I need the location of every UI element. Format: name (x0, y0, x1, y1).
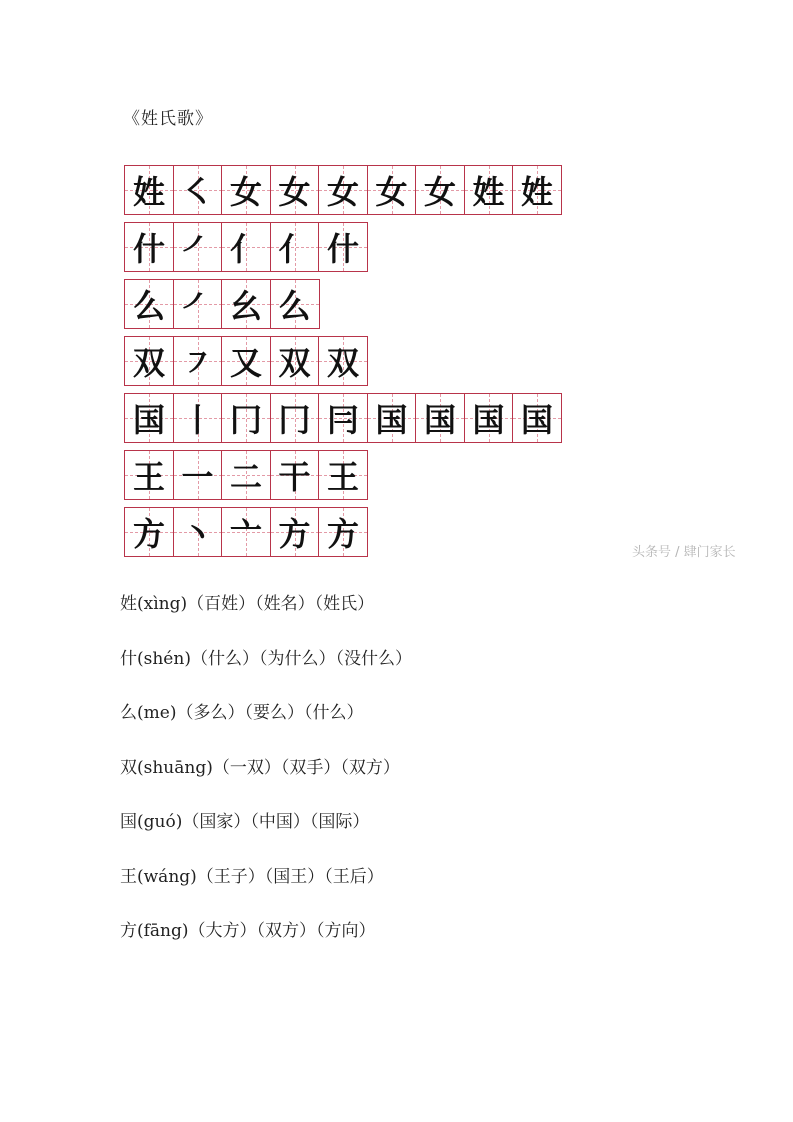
tianzige-cell (221, 165, 271, 215)
tianzige-cell (270, 165, 320, 215)
tianzige-cell (173, 336, 223, 386)
word-line-xing: 姓(xìng)（百姓）（姓名）（姓氏） (120, 594, 375, 614)
stroke-row (124, 279, 584, 329)
word-line-shuang: 双(shuāng)（一双）（双手）（双方） (120, 757, 400, 778)
stroke-glyph: 亻 (278, 230, 311, 268)
tianzige-cell (221, 507, 271, 557)
tianzige-cell (270, 222, 320, 272)
watermark-text: 头条号 / 肆门家长 (632, 545, 736, 560)
tianzige-cell (221, 336, 271, 386)
tianzige-cell (512, 165, 562, 215)
tianzige-cell (173, 279, 223, 329)
tianzige-cell (270, 450, 320, 500)
stroke-glyph: 女 (375, 173, 408, 211)
word-line-shen: 什(shén)（什么）（为什么）（没什么） (120, 648, 412, 669)
stroke-glyph: 干 (278, 458, 311, 496)
stroke-row (124, 507, 584, 557)
tianzige-cell (464, 393, 514, 443)
stroke-row (124, 450, 584, 500)
word-line-me: 么(me)（多么）（要么）（什么） (120, 703, 364, 723)
tianzige-cell (367, 165, 417, 215)
tianzige-cell (173, 450, 223, 500)
stroke-glyph: 冂 (278, 401, 311, 439)
tianzige-cell (124, 336, 174, 386)
word-list (120, 592, 412, 974)
tianzige-cell (270, 336, 320, 386)
stroke-glyph: 女 (423, 173, 456, 211)
stroke-glyph: 双 (326, 344, 359, 382)
stroke-glyph: 国 (472, 401, 505, 439)
stroke-glyph: 国 (423, 401, 456, 439)
tianzige-cell (318, 222, 368, 272)
tianzige-cell (318, 336, 368, 386)
page-title: 《姓氏歌》 (123, 109, 213, 129)
stroke-glyph: 女 (278, 173, 311, 211)
stroke-glyph: 亠 (229, 515, 262, 553)
stroke-glyph: 双 (132, 344, 165, 382)
tianzige-cell (221, 450, 271, 500)
word-line-wang: 王(wáng)（王子）（国王）（王后） (120, 866, 384, 887)
stroke-row (124, 393, 584, 443)
stroke-order-grid (124, 165, 584, 564)
tianzige-cell (318, 507, 368, 557)
stroke-glyph: 方 (132, 515, 165, 553)
stroke-row (124, 165, 584, 215)
stroke-glyph: 姓 (472, 173, 505, 211)
tianzige-cell (221, 279, 271, 329)
stroke-glyph: 什 (132, 230, 165, 268)
word-line-fang: 方(fāng)（大方）（双方）（方向） (120, 921, 376, 941)
stroke-glyph: 国 (132, 401, 165, 439)
stroke-glyph: ㇒ (181, 230, 214, 268)
tianzige-cell (318, 165, 368, 215)
stroke-glyph: 一 (181, 458, 214, 496)
tianzige-cell (415, 393, 465, 443)
stroke-glyph: 女 (326, 173, 359, 211)
word-line-guo: 国(guó)（国家）（中国）（国际） (120, 812, 370, 832)
tianzige-cell (464, 165, 514, 215)
stroke-glyph: 方 (326, 515, 359, 553)
tianzige-cell (221, 222, 271, 272)
tianzige-cell (173, 393, 223, 443)
tianzige-cell (124, 279, 174, 329)
stroke-glyph: 方 (278, 515, 311, 553)
tianzige-cell (124, 507, 174, 557)
stroke-glyph: 么 (278, 287, 311, 325)
stroke-glyph: 什 (326, 230, 359, 268)
stroke-glyph: 国 (520, 401, 553, 439)
tianzige-cell (367, 393, 417, 443)
stroke-glyph: 亻 (229, 230, 262, 268)
tianzige-cell (512, 393, 562, 443)
stroke-glyph: 又 (229, 344, 262, 382)
stroke-glyph: 国 (375, 401, 408, 439)
tianzige-cell (270, 279, 320, 329)
stroke-glyph: 姓 (520, 173, 553, 211)
stroke-glyph: 冂 (229, 401, 262, 439)
tianzige-cell (173, 507, 223, 557)
tianzige-cell (221, 393, 271, 443)
stroke-glyph: 丨 (181, 401, 214, 439)
stroke-glyph: ㇒ (181, 287, 214, 325)
tianzige-cell (415, 165, 465, 215)
stroke-glyph: 王 (132, 458, 165, 496)
tianzige-cell (124, 222, 174, 272)
stroke-glyph: ㇇ (181, 344, 214, 382)
tianzige-cell (124, 393, 174, 443)
stroke-glyph: 二 (229, 458, 262, 496)
stroke-glyph: ㇛ (181, 173, 214, 211)
tianzige-cell (318, 393, 368, 443)
tianzige-cell (173, 222, 223, 272)
stroke-glyph: 姓 (132, 173, 165, 211)
stroke-glyph: ⼥ (229, 173, 262, 211)
stroke-glyph: ⺓ (229, 287, 262, 325)
tianzige-cell (124, 165, 174, 215)
stroke-glyph: 么 (132, 287, 165, 325)
tianzige-cell (318, 450, 368, 500)
stroke-glyph: 王 (326, 458, 359, 496)
stroke-glyph: 冃 (326, 401, 359, 439)
stroke-row (124, 336, 584, 386)
stroke-glyph: 丶 (181, 515, 214, 553)
tianzige-cell (270, 507, 320, 557)
stroke-row (124, 222, 584, 272)
tianzige-cell (124, 450, 174, 500)
stroke-glyph: 双 (278, 344, 311, 382)
tianzige-cell (270, 393, 320, 443)
tianzige-cell (173, 165, 223, 215)
